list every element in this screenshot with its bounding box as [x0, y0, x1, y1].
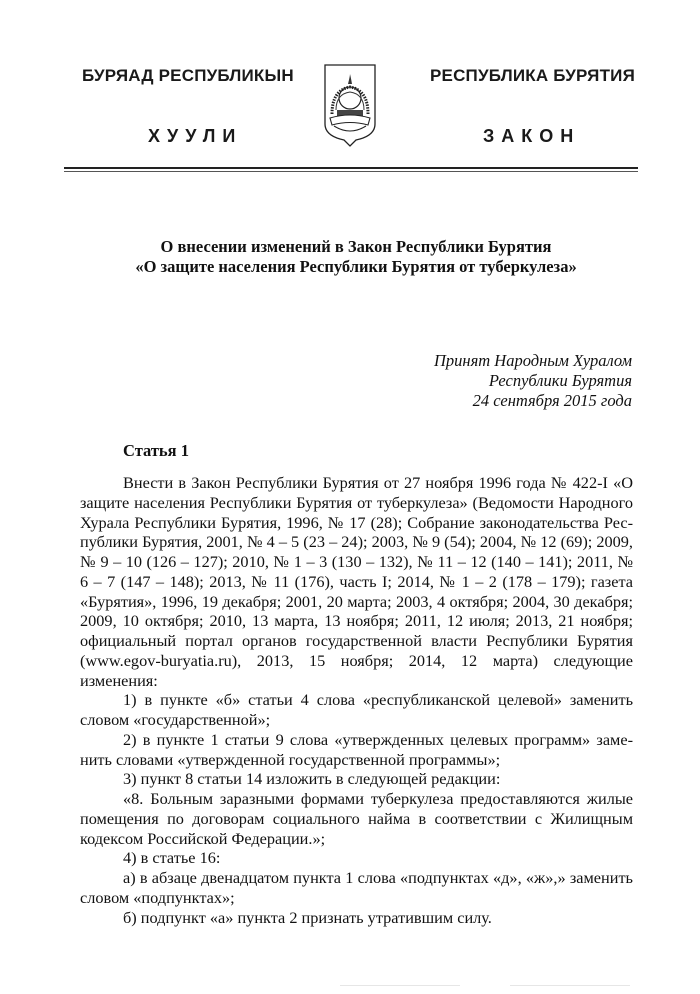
header-divider: [64, 167, 638, 169]
header-law: ЗАКОН: [483, 126, 581, 146]
law-title: [80, 237, 632, 277]
scan-artifact: [510, 985, 630, 986]
law-title-line-2: «О защите населения Республики Бурятия от туберкулеза»: [135, 257, 577, 276]
adoption-line-1: Принят Народным Хуралом: [433, 351, 632, 370]
header-divider-thin: [64, 171, 638, 172]
article-heading: Статья 1: [123, 441, 189, 460]
paragraph-item-4: 4) в статье 16:: [123, 848, 221, 868]
header-republic-of-buryatia: РЕСПУБЛИКА БУРЯТИЯ: [430, 66, 635, 85]
paragraph-intro: Внести в Закон Республики Бурятия от 27 ноября 1996 года № 422-I «О защите населения Республики Бурятия от туберкулеза» (Ведомости Народного Хурала Республики Бурятия, 1996, № 17 (28); Собрание законодательства Республики Бурятия, 2001, № 4 – 5 (23 – 24); 2003, № 9 (54); 2004, № 12 (69); 2009, № 9 – 10 (126 – 127); 2010, № 1 – 3 (130 – 132), № 11 – 12 (140 – 141); 2011, № 6 – 7 (147 – 148); 2013, № 11 (176), часть I; 2014, № 1 – 2 (178 – 179); газета «Бурятия», 1996, 19 декабря; 2001, 20 марта; 2003, 4 октября; 2004, 30 декабря; 2009, 10 октября; 2010, 13 марта, 13 ноября; 2011, 12 июля; 2013, 21 ноября; официальный портал органов государственной власти Республики Бурятия (www.egov-buryatia.ru), 2013, 15 ноября; 2014, 12 марта) следующие изменения:: [80, 473, 633, 690]
header-buryat-republic: БУРЯАД РЕСПУБЛИКЫН: [82, 66, 294, 85]
law-title-line-1: О внесении изменений в Закон Республики Бурятия: [160, 237, 552, 256]
adoption-note: [434, 351, 632, 411]
adoption-date: 24 сентября 2015 года: [472, 391, 632, 410]
coat-of-arms-icon: [322, 62, 378, 148]
header-buryat-law: ХУУЛИ: [148, 126, 243, 146]
paragraph-item-2: 2) в пункте 1 статьи 9 слова «утвержденных целевых программ» заменить словами «утвержденной государственной программы»;: [80, 729, 633, 769]
article-body: [80, 473, 633, 927]
paragraph-item-4a: а) в абзаце двенадцатом пункта 1 слова «подпунктах «д», «ж»,» заменить словом «подпунктах»;: [80, 868, 633, 907]
paragraph-item-3: 3) пункт 8 статьи 14 изложить в следующей редакции:: [123, 769, 501, 789]
scan-artifact: [340, 985, 460, 986]
paragraph-item-1: 1) в пункте «б» статьи 4 слова «республиканской целевой» заменить словом «государственной»;: [80, 690, 633, 729]
adoption-line-2: Республики Бурятия: [488, 371, 632, 390]
paragraph-item-4b: б) подпункт «а» пункта 2 признать утратившим силу.: [123, 907, 492, 927]
paragraph-item-3-quote: «8. Больным заразными формами туберкулеза предоставляются жилые помещения по договорам социального найма в соответствии с Жилищным кодексом Российской Федерации.»;: [80, 789, 633, 848]
